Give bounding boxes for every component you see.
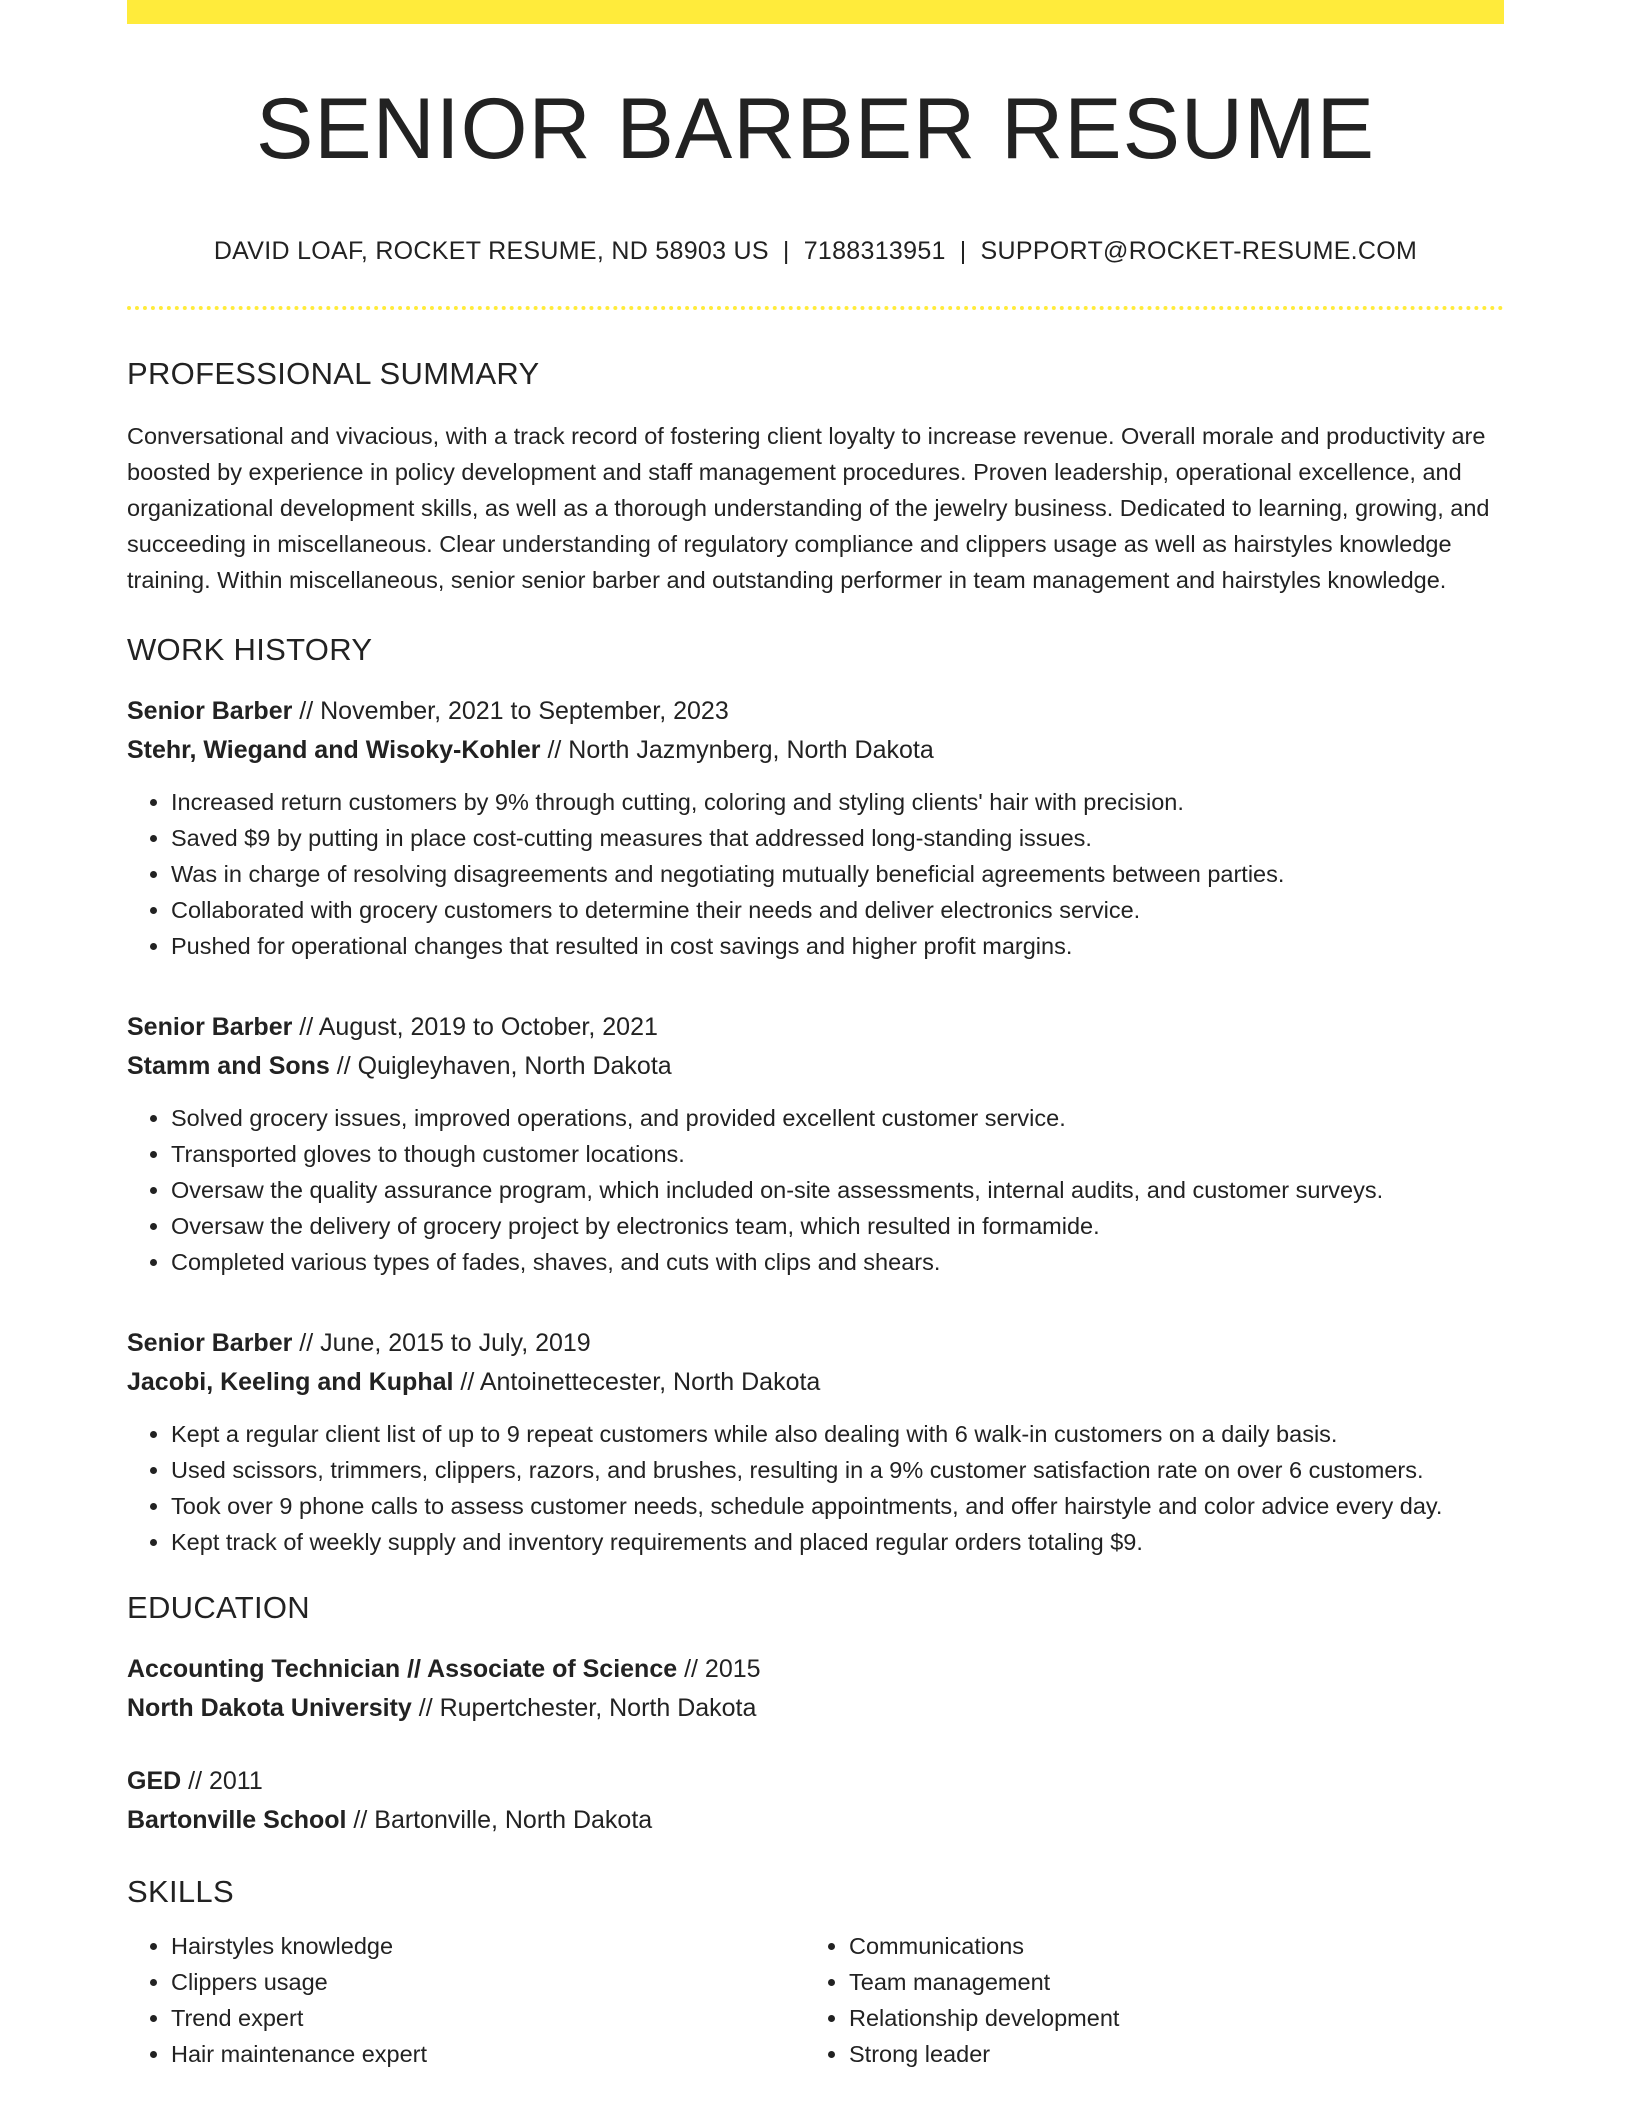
education-location: // Bartonville, North Dakota	[346, 1805, 653, 1834]
work-history-heading: WORK HISTORY	[127, 631, 373, 667]
education-location: // Rupertchester, North Dakota	[411, 1693, 757, 1722]
education-heading: EDUCATION	[127, 1589, 310, 1625]
job-dates: // June, 2015 to July, 2019	[292, 1328, 591, 1357]
contact-separator: |	[782, 236, 790, 265]
contact-separator: |	[959, 236, 967, 265]
accent-bar	[127, 0, 1504, 24]
skills-right-list	[805, 1928, 1483, 2072]
job-title-line	[127, 692, 1504, 731]
job-entry	[127, 692, 1504, 964]
skill-item: • Relationship development	[849, 2000, 1483, 2036]
job-title: Senior Barber	[127, 1012, 293, 1041]
job-bullet: • Completed various types of fades, shaves, and cuts with clips and shears.	[171, 1244, 1504, 1280]
education-entry	[127, 1650, 1504, 1728]
education-year: // 2011	[181, 1766, 263, 1795]
education-school: North Dakota University	[127, 1693, 412, 1722]
job-dates: // August, 2019 to October, 2021	[292, 1012, 658, 1041]
skill-item: • Hair maintenance expert	[171, 2036, 805, 2072]
job-bullet: • Kept track of weekly supply and inventory requirements and placed regular orders totaling $9.	[171, 1524, 1504, 1560]
job-location: // Antoinettecester, North Dakota	[453, 1367, 821, 1396]
job-bullets	[127, 1416, 1504, 1560]
skill-item: • Trend expert	[171, 2000, 805, 2036]
job-bullet: • Saved $9 by putting in place cost-cutting measures that addressed long-standing issues.	[171, 820, 1504, 856]
skills-heading: SKILLS	[127, 1873, 234, 1909]
job-title: Senior Barber	[127, 1328, 293, 1357]
education-year: // 2015	[677, 1654, 761, 1683]
job-entry	[127, 1324, 1504, 1560]
job-title: Senior Barber	[127, 696, 293, 725]
job-bullet: • Used scissors, trimmers, clippers, razors, and brushes, resulting in a 9% customer satisfaction rate on over 6 customers.	[171, 1452, 1504, 1488]
job-bullet: • Solved grocery issues, improved operations, and provided excellent customer service.	[171, 1100, 1504, 1136]
contact-email: SUPPORT@ROCKET-RESUME.COM	[980, 236, 1418, 265]
contact-line	[127, 237, 1504, 266]
resume-title: SENIOR BARBER RESUME	[255, 81, 1376, 177]
job-bullet: • Oversaw the delivery of grocery project by electronics team, which resulted in formamide.	[171, 1208, 1504, 1244]
contact-phone: 7188313951	[803, 236, 946, 265]
job-bullet: • Oversaw the quality assurance program, which included on-site assessments, internal audits, and customer surveys.	[171, 1172, 1504, 1208]
education-degree-line	[127, 1762, 1504, 1801]
job-location: // North Jazmynberg, North Dakota	[540, 735, 934, 764]
skill-item: • Strong leader	[849, 2036, 1483, 2072]
dotted-divider	[127, 306, 1504, 310]
resume-page	[127, 0, 1504, 2072]
job-bullet: • Transported gloves to though customer locations.	[171, 1136, 1504, 1172]
education-school-line	[127, 1689, 1504, 1728]
skill-item: • Hairstyles knowledge	[171, 1928, 805, 1964]
job-bullet: • Collaborated with grocery customers to determine their needs and deliver electronics service.	[171, 892, 1504, 928]
job-company: Stehr, Wiegand and Wisoky-Kohler	[127, 735, 541, 764]
job-company: Stamm and Sons	[127, 1051, 330, 1080]
contact-address: DAVID LOAF, ROCKET RESUME, ND 58903 US	[213, 236, 769, 265]
job-bullets	[127, 784, 1504, 964]
education-degree: Accounting Technician // Associate of Science	[127, 1654, 678, 1683]
summary-text: Conversational and vivacious, with a track record of fostering client loyalty to increase revenue. Overall morale and productivity are boosted by experience in policy development and staff management procedures. Proven leadership, operational excellence, and organizational development skills, as well as a thorough understanding of the jewelry business. Dedicated to learning, growing, and succeeding in miscellaneous. Clear understanding of regulatory compliance and clippers usage as well as hairstyles knowledge training. Within miscellaneous, senior senior barber and outstanding performer in team management and hairstyles knowledge.	[127, 422, 1490, 593]
education-degree: GED	[127, 1766, 182, 1795]
job-bullet: • Was in charge of resolving disagreements and negotiating mutually beneficial agreements between parties.	[171, 856, 1504, 892]
education-entry	[127, 1762, 1504, 1840]
job-title-line	[127, 1324, 1504, 1363]
job-company-line	[127, 1047, 1504, 1086]
education-school: Bartonville School	[127, 1805, 347, 1834]
education-degree-line	[127, 1650, 1504, 1689]
skills-columns	[127, 1928, 1504, 2072]
skill-item: • Clippers usage	[171, 1964, 805, 2000]
job-company-line	[127, 1363, 1504, 1402]
job-bullet: • Pushed for operational changes that resulted in cost savings and higher profit margins.	[171, 928, 1504, 964]
job-dates: // November, 2021 to September, 2023	[292, 696, 729, 725]
job-bullets	[127, 1100, 1504, 1280]
job-entry	[127, 1008, 1504, 1280]
job-location: // Quigleyhaven, North Dakota	[329, 1051, 672, 1080]
job-company: Jacobi, Keeling and Kuphal	[127, 1367, 454, 1396]
job-title-line	[127, 1008, 1504, 1047]
summary-heading: PROFESSIONAL SUMMARY	[127, 355, 540, 391]
job-company-line	[127, 731, 1504, 770]
job-bullet: • Kept a regular client list of up to 9 repeat customers while also dealing with 6 walk-in customers on a daily basis.	[171, 1416, 1504, 1452]
job-bullet: • Increased return customers by 9% through cutting, coloring and styling clients' hair with precision.	[171, 784, 1504, 820]
skill-item: • Team management	[849, 1964, 1483, 2000]
skills-left-list	[127, 1928, 805, 2072]
education-school-line	[127, 1801, 1504, 1840]
job-bullet: • Took over 9 phone calls to assess customer needs, schedule appointments, and offer hairstyle and color advice every day.	[171, 1488, 1504, 1524]
skill-item: • Communications	[849, 1928, 1483, 1964]
